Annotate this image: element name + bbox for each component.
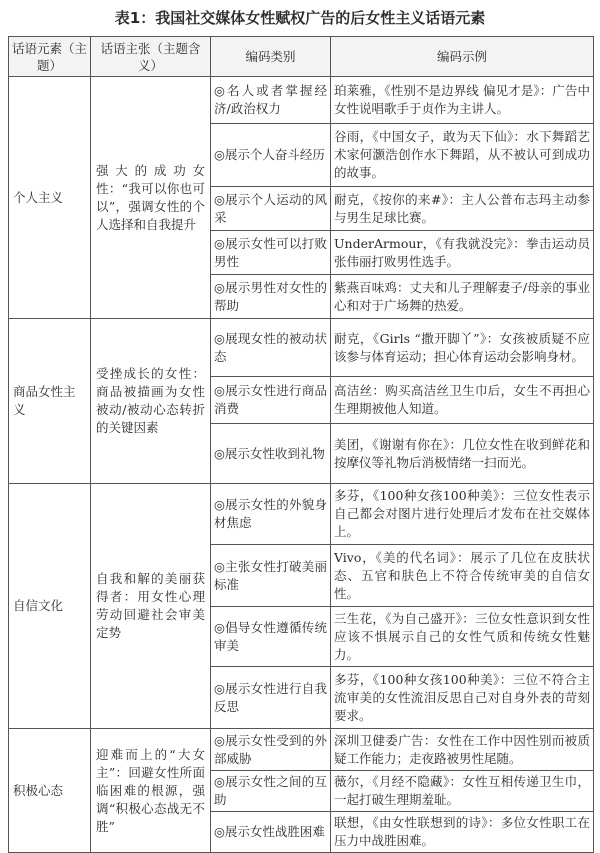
theme-cell: 商品女性主义	[9, 319, 91, 484]
claim-cell: 受挫成长的女性：商品被描画为女性被动/被动心态转折的关键因素	[91, 319, 211, 484]
theme-cell: 个人主义	[9, 77, 91, 319]
category-cell: ◎展示女性的外貌身材焦虑	[211, 484, 331, 545]
category-cell: ◎名人或者掌握经济/政治权力	[211, 77, 331, 124]
example-cell: 耐克，《Girls “撒开脚丫”》：女孩被质疑不应该参与体育运动；担心体育运动会影响身材。	[331, 319, 594, 377]
category-cell: ◎展示女性进行商品消费	[211, 377, 331, 424]
category-cell: ◎主张女性打破美丽标准	[211, 545, 331, 607]
category-cell: ◎展示女性受到的外部威胁	[211, 729, 331, 771]
example-cell: Vivo，《美的代名词》：展示了几位在皮肤状态、五官和肤色上不符合传统审美的自信女性。	[331, 545, 594, 607]
category-cell: ◎展示女性之间的互助	[211, 771, 331, 812]
example-cell: 耐克，《按你的来#》：主人公普布志玛主动参与男生足球比赛。	[331, 187, 594, 231]
example-cell: 多芬，《100种女孩100种美》：三位女性表示自己都会对图片进行处理后才发布在社交媒体上。	[331, 484, 594, 545]
example-cell: 谷雨，《中国女子，敢为天下仙》：水下舞蹈艺术家何灏浩创作水下舞蹈，从不被认可到成功的故事。	[331, 124, 594, 187]
header-example: 编码示例	[331, 37, 594, 77]
example-cell: 三生花，《为自己盛开》：三位女性意识到女性应该不惧展示自己的女性气质和传统女性魅力。	[331, 607, 594, 667]
example-cell: UnderArmour，《有我就没完》：拳击运动员张伟丽打败男性选手。	[331, 231, 594, 275]
category-cell: ◎展现女性的被动状态	[211, 319, 331, 377]
example-cell: 薇尔，《月经不隐藏》：女性互相传递卫生巾，一起打破生理期羞耻。	[331, 771, 594, 812]
discourse-elements-table	[8, 36, 594, 853]
category-cell: ◎展示女性战胜困难	[211, 812, 331, 853]
header-claim: 话语主张（主题含义）	[91, 37, 211, 77]
theme-cell: 自信文化	[9, 484, 91, 729]
category-cell: ◎展示女性进行自我反思	[211, 667, 331, 729]
claim-cell: 迎难而上的“大女主”：回避女性所面临困难的根源，强调“积极心态战无不胜”	[91, 729, 211, 853]
header-element: 话语元素（主题）	[9, 37, 91, 77]
category-cell: ◎倡导女性遵循传统审美	[211, 607, 331, 667]
category-cell: ◎展示男性对女性的帮助	[211, 275, 331, 319]
example-cell: 紫燕百味鸡：丈夫和儿子理解妻子/母亲的事业心和对于广场舞的热爱。	[331, 275, 594, 319]
example-cell: 联想，《由女性联想到的诗》：多位女性职工在压力中战胜困难。	[331, 812, 594, 853]
theme-cell: 积极心态	[9, 729, 91, 853]
example-cell: 珀莱雅，《性别不是边界线 偏见才是》：广告中女性说唱歌手于贞作为主讲人。	[331, 77, 594, 124]
table-row	[9, 729, 594, 771]
table-row	[9, 77, 594, 124]
category-cell: ◎展示个人奋斗经历	[211, 124, 331, 187]
category-cell: ◎展示女性收到礼物	[211, 424, 331, 484]
category-cell: ◎展示个人运动的风采	[211, 187, 331, 231]
example-cell: 多芬，《100种女孩100种美》：三位不符合主流审美的女性流泪反思自己对自身外表的苛刻要求。	[331, 667, 594, 729]
claim-cell: 自我和解的美丽获得者：用女性心理劳动回避社会审美定势	[91, 484, 211, 729]
example-cell: 高洁丝：购买高洁丝卫生巾后，女生不再担心生理期被他人知道。	[331, 377, 594, 424]
example-cell: 深圳卫健委广告：女性在工作中因性别而被质疑工作能力；走夜路被男性尾随。	[331, 729, 594, 771]
table-row	[9, 484, 594, 545]
example-cell: 美团，《谢谢有你在》：几位女性在收到鲜花和按摩仪等礼物后消极情绪一扫而光。	[331, 424, 594, 484]
category-cell: ◎展示女性可以打败男性	[211, 231, 331, 275]
table-row	[9, 319, 594, 377]
table-title: 表1：我国社交媒体女性赋权广告的后女性主义话语元素	[114, 9, 486, 27]
header-category: 编码类别	[211, 37, 331, 77]
claim-cell: 强大的成功女性：“我可以你也可以”，强调女性的个人选择和自我提升	[91, 77, 211, 319]
